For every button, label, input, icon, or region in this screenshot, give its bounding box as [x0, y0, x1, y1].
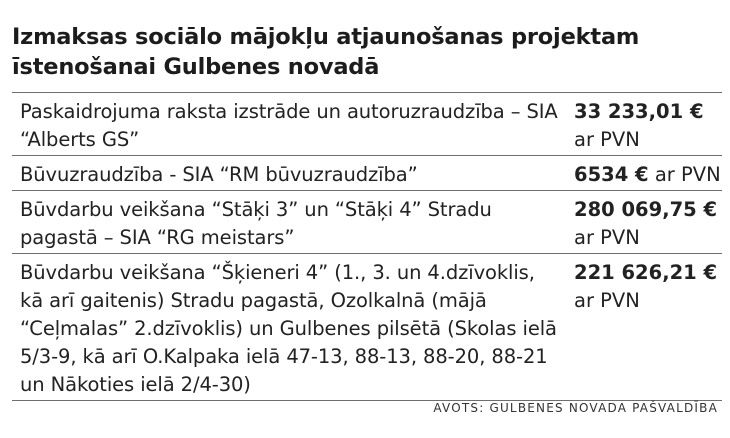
cost-table [12, 92, 722, 401]
table-row [12, 191, 722, 254]
table-row [12, 156, 722, 191]
row-price [560, 196, 722, 252]
row-vat: ar PVN [574, 226, 640, 249]
row-description: Paskaidrojuma raksta izstrāde un autoruzraudzība – SIA “Alberts GS” [20, 100, 558, 151]
page-title: Izmaksas sociālo mājokļu atjaunošanas projektam īstenošanai Gulbenes novadā [12, 24, 640, 80]
row-amount: 221 626,21 € [574, 261, 718, 284]
row-vat: ar PVN [654, 163, 721, 186]
row-description: Būvdarbu veikšana “Stāķi 3” un “Stāķi 4” Stradu pagastā – SIA “RG meistars” [20, 198, 492, 249]
row-description: Būvdarbu veikšana “Šķieneri 4” (1., 3. un 4.dzīvoklis, kā arī gaitenis) Stradu pagastā, Ozolkalnā (mājā “Ceļmalas” 2.dzīvoklis) un Gulbenes pilsētā (Skolas ielā 5/3-9, kā arī O.Kalpaka ielā 47-13, 88-13, 88-20, 88-21 un Nākoties ielā 2/4-30) [20, 261, 557, 396]
row-amount: 6534 € [574, 163, 649, 186]
row-vat: ar PVN [574, 289, 640, 312]
table-row [12, 93, 722, 156]
row-price [560, 98, 722, 154]
table-row [12, 254, 722, 401]
row-amount: 33 233,01 € [574, 100, 704, 123]
source-note: AVOTS: GULBENES NOVADA PAŠVALDĪBA [433, 401, 718, 415]
row-description: Būvuzraudzība - SIA “RM būvuzraudzība” [20, 163, 418, 186]
row-amount: 280 069,75 € [574, 198, 718, 221]
row-price [560, 161, 722, 189]
row-vat: ar PVN [574, 128, 640, 151]
row-price [560, 259, 722, 399]
